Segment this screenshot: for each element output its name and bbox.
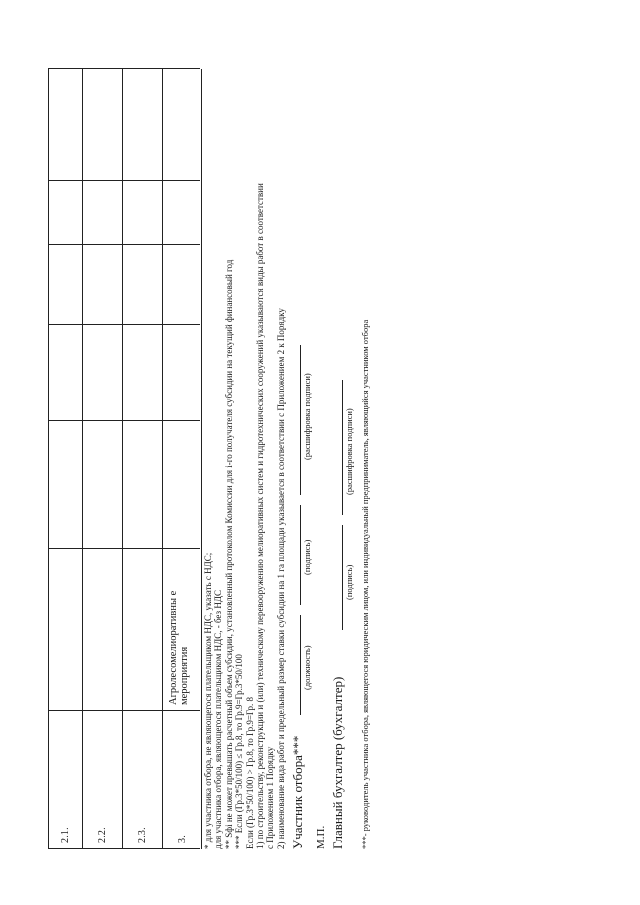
- table-row: [48, 69, 83, 849]
- accountant-signature-caption: (подпись): [344, 564, 354, 600]
- participant-label: Участник отбора***: [290, 735, 305, 849]
- accountant-decipher-caption: (расшифровка подписи): [344, 408, 354, 495]
- table-row: [82, 69, 123, 849]
- column-divider: [48, 710, 200, 711]
- row-number: 3.: [177, 835, 188, 843]
- stamp-label: М.П.: [315, 825, 327, 849]
- accountant-label: Главный бухгалтер (бухгалтер): [330, 676, 345, 849]
- row-number: 2.1.: [60, 827, 71, 843]
- note-line: с Приложением 1 Порядку: [265, 746, 276, 849]
- note-line: Если (Гр.3*50/100) > Гр.8, то Гр.9=Гр. 8: [244, 696, 255, 849]
- notes-block: [203, 29, 286, 849]
- note-line: * для участника отбора, не являющегося плательщиком НДС, указать с НДС;: [203, 552, 213, 849]
- signature-caption: (подпись): [302, 539, 312, 575]
- position-line: [300, 615, 301, 715]
- column-divider: [48, 244, 200, 245]
- table-row: [122, 69, 163, 849]
- row-number: 2.2.: [97, 827, 108, 843]
- accountant-decipher-line: [342, 380, 343, 515]
- row-number: 2.3.: [137, 827, 148, 843]
- note-line: 1) по строительству, реконструкции и (или) техническому перевооружению мелиоративных систем и гидротехнических сооружений указываются виды работ в соответствии: [255, 183, 266, 849]
- note-line: для участника отбора, являющегося плательщиком НДС, - без НДС: [213, 590, 224, 849]
- column-divider: [48, 68, 200, 69]
- column-divider: [48, 180, 200, 181]
- accountant-signature-line: [342, 525, 343, 630]
- row-text: Агролесомелиоративны е мероприятия: [168, 590, 190, 705]
- column-divider: [48, 324, 200, 325]
- column-divider: [48, 420, 200, 421]
- column-divider: [48, 548, 200, 549]
- note-line: ** Sфi не может превышать расчетный объем субсидии, установленный протоколом Комиссии для i-го получателя субсидии на текущий финансовый год: [223, 259, 234, 849]
- signature-line: [300, 505, 301, 605]
- position-caption: (должность): [302, 645, 312, 690]
- column-divider: [48, 848, 200, 849]
- note-line: *** Если (Гр.3*50/100) ≤ Гр.8, то Гр.9=Гр.3*50/100: [234, 654, 245, 849]
- footnote: ***- руководитель участника отбора, являющегося юридическим лицом, или индивидуальный предприниматель, являющийся участником отбора: [360, 319, 370, 849]
- decipher-line: [300, 345, 301, 495]
- note-line: 2) наименование вида работ и предельный размер ставки субсидии на 1 га площади указывается в соответствии с Приложением 2 к Порядку: [275, 308, 286, 849]
- table-row: [162, 69, 202, 849]
- decipher-caption: (расшифровка подписи): [302, 373, 312, 460]
